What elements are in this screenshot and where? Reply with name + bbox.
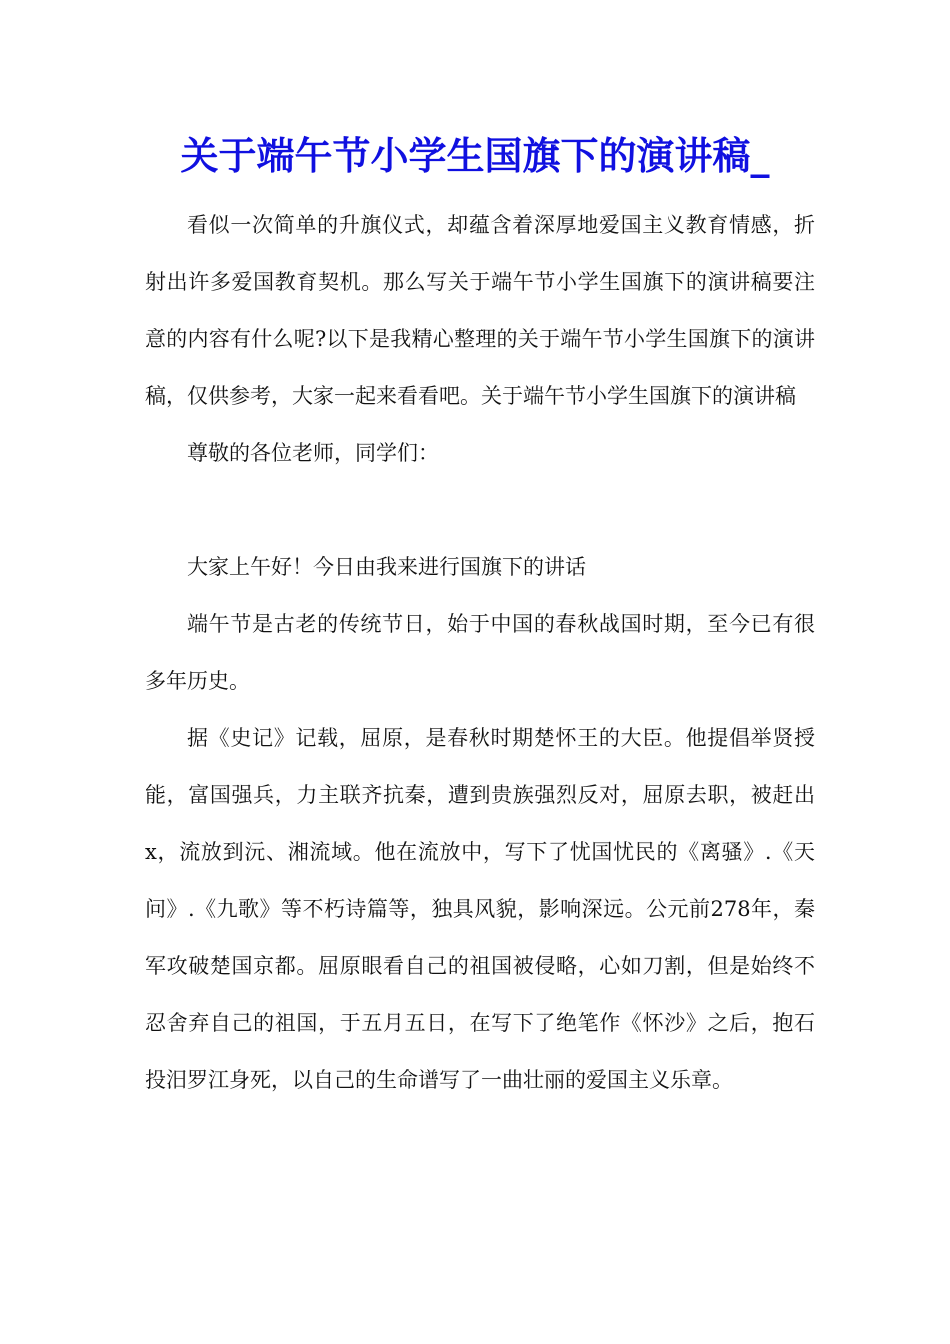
paragraph-greeting: 尊敬的各位老师，同学们：: [187, 441, 439, 465]
blank-line: [145, 482, 815, 539]
paragraph-intro: 看似一次简单的升旗仪式，却蕴含着深厚地爱国主义教育情感，折射出许多爱国教育契机。那么写关于端午节小学生国旗下的演讲稿要注意的内容有什么呢?以下是我精心整理的关于端午节小学生国旗下的演讲稿，仅供参考，大家一起来看看吧。关于端午节小学生国旗下的演讲稿: [145, 213, 815, 408]
paragraph-quyuan-story: 据《史记》记载，屈原，是春秋时期楚怀王的大臣。他提倡举贤授能，富国强兵，力主联齐抗秦，遭到贵族强烈反对，屈原去职，被赶出x，流放到沅、湘流域。他在流放中，写下了忧国忧民的《离骚》.《天问》.《九歌》等不朽诗篇等，独具风貌，影响深远。公元前278年，秦军攻破楚国京都。屈原眼看自己的祖国被侵略，心如刀割，但是始终不忍舍弃自己的祖国，于五月五日，在写下了绝笔作《怀沙》之后，抱石投汨罗江身死，以自己的生命谱写了一曲壮丽的爱国主义乐章。: [145, 726, 815, 1092]
document-title: 关于端午节小学生国旗下的演讲稿_: [180, 133, 770, 178]
paragraph-opening: 大家上午好！今日由我来进行国旗下的讲话: [187, 555, 586, 579]
paragraph-festival-history: 端午节是古老的传统节日，始于中国的春秋战国时期，至今已有很多年历史。: [145, 612, 815, 693]
document-body: [145, 197, 815, 1109]
